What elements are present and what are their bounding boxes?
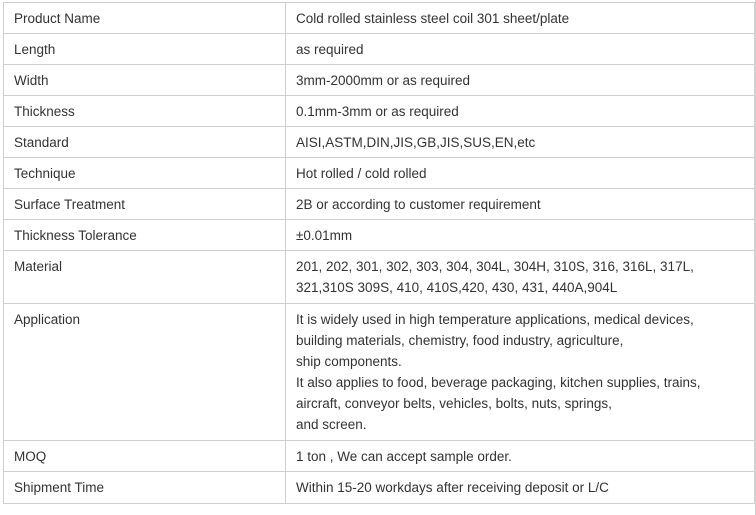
spec-value-line: ship components. bbox=[296, 354, 402, 369]
spec-value bbox=[286, 96, 755, 127]
spec-value bbox=[286, 189, 755, 220]
spec-value-line: and screen. bbox=[296, 417, 367, 432]
spec-value-line: Cold rolled stainless steel coil 301 sheet/plate bbox=[296, 11, 570, 26]
table-row bbox=[4, 189, 755, 220]
spec-value-line: Hot rolled / cold rolled bbox=[296, 166, 427, 181]
spec-value bbox=[286, 34, 755, 65]
table-row bbox=[4, 472, 755, 504]
spec-label: Application bbox=[4, 304, 286, 441]
table-row bbox=[4, 304, 755, 441]
spec-value bbox=[286, 158, 755, 189]
spec-label: Surface Treatment bbox=[4, 189, 286, 220]
spec-value bbox=[286, 472, 755, 504]
spec-value bbox=[286, 220, 755, 251]
spec-value bbox=[286, 304, 755, 441]
spec-label: Technique bbox=[4, 158, 286, 189]
product-spec-table bbox=[3, 2, 755, 504]
spec-value-line: 201, 202, 301, 302, 303, 304, 304L, 304H, 310S, 316, 316L, 317L, bbox=[296, 259, 694, 274]
spec-label: Thickness Tolerance bbox=[4, 220, 286, 251]
spec-label: MOQ bbox=[4, 441, 286, 472]
spec-label: Length bbox=[4, 34, 286, 65]
spec-value-line: as required bbox=[296, 42, 364, 57]
spec-label: Product Name bbox=[4, 3, 286, 34]
spec-value-line: 321,310S 309S, 410, 410S,420, 430, 431, 440A,904L bbox=[296, 280, 618, 295]
spec-value-line: 2B or according to customer requirement bbox=[296, 197, 541, 212]
spec-value-line: ±0.01mm bbox=[296, 228, 353, 243]
table-row bbox=[4, 3, 755, 34]
spec-label: Material bbox=[4, 251, 286, 304]
table-row bbox=[4, 158, 755, 189]
table-row bbox=[4, 441, 755, 472]
table-row bbox=[4, 65, 755, 96]
table-row bbox=[4, 127, 755, 158]
spec-value-line: It is widely used in high temperature applications, medical devices, bbox=[296, 312, 694, 327]
spec-value-line: aircraft, conveyor belts, vehicles, bolts, nuts, springs, bbox=[296, 396, 612, 411]
spec-label: Shipment Time bbox=[4, 472, 286, 504]
spec-value-line: 1 ton , We can accept sample order. bbox=[296, 449, 512, 464]
table-row bbox=[4, 96, 755, 127]
spec-value bbox=[286, 127, 755, 158]
spec-value-line: It also applies to food, beverage packaging, kitchen supplies, trains, bbox=[296, 375, 701, 390]
spec-value-line: 3mm-2000mm or as required bbox=[296, 73, 471, 88]
spec-label: Thickness bbox=[4, 96, 286, 127]
spec-value-line: 0.1mm-3mm or as required bbox=[296, 104, 459, 119]
spec-label: Width bbox=[4, 65, 286, 96]
spec-value-line: building materials, chemistry, food industry, agriculture, bbox=[296, 333, 624, 348]
table-row bbox=[4, 220, 755, 251]
spec-value-line: Within 15-20 workdays after receiving deposit or L/C bbox=[296, 480, 609, 495]
spec-value bbox=[286, 3, 755, 34]
spec-value bbox=[286, 65, 755, 96]
spec-label: Standard bbox=[4, 127, 286, 158]
spec-value-line: AISI,ASTM,DIN,JIS,GB,JIS,SUS,EN,etc bbox=[296, 135, 536, 150]
table-row bbox=[4, 34, 755, 65]
spec-value bbox=[286, 441, 755, 472]
spec-value bbox=[286, 251, 755, 304]
table-row bbox=[4, 251, 755, 304]
